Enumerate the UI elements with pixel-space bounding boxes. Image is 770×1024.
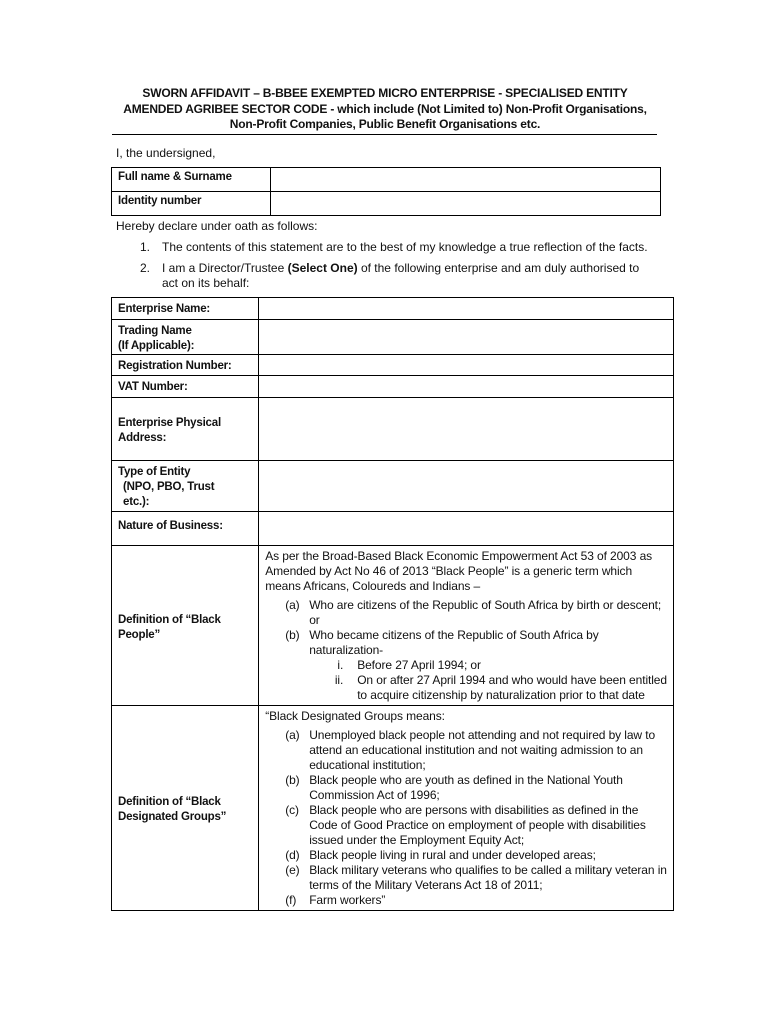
list-item-text: Who are citizens of the Republic of South Africa by birth or descent; or bbox=[309, 598, 662, 627]
trading-name-field[interactable] bbox=[259, 320, 674, 355]
item-text-end: of the following enterprise and am duly authorised to act on its behalf: bbox=[162, 261, 640, 290]
enterprise-name-field[interactable] bbox=[259, 298, 674, 320]
definition-list bbox=[265, 728, 668, 908]
table-row bbox=[112, 461, 674, 512]
select-one-emphasis: (Select One) bbox=[287, 261, 358, 275]
list-marker: (c) bbox=[285, 803, 299, 817]
table-row bbox=[112, 512, 674, 546]
designated-groups-definition-label bbox=[112, 706, 259, 911]
table-row bbox=[112, 192, 661, 216]
list-item bbox=[265, 773, 668, 803]
black-people-definition-label bbox=[112, 546, 259, 706]
label-line: (If Applicable): bbox=[118, 340, 195, 352]
enterprise-table bbox=[111, 297, 674, 911]
definition-intro: “Black Designated Groups means: bbox=[265, 709, 445, 723]
document-title bbox=[112, 86, 658, 133]
designated-groups-definition bbox=[259, 706, 674, 911]
full-name-field[interactable] bbox=[271, 168, 661, 192]
list-marker: (a) bbox=[285, 728, 300, 742]
list-item-text: Black military veterans who qualifies to be called a military veteran in terms of the Military Veterans Act 18 of 2011; bbox=[309, 863, 667, 892]
label-line: Definition of “Black bbox=[118, 613, 221, 626]
sub-list bbox=[309, 658, 668, 703]
title-divider bbox=[112, 134, 657, 135]
label-line: Enterprise Physical bbox=[118, 417, 221, 429]
nature-of-business-label: Nature of Business: bbox=[112, 512, 259, 546]
table-row bbox=[112, 376, 674, 398]
list-item bbox=[265, 848, 668, 863]
definition-intro: As per the Broad-Based Black Economic Empowerment Act 53 of 2003 as Amended by Act No 46 of 2013 “Black People” is a generic term which means Africans, Coloureds and Indians – bbox=[265, 549, 653, 593]
vat-number-label: VAT Number: bbox=[112, 376, 259, 398]
table-row bbox=[112, 355, 674, 376]
list-item bbox=[265, 803, 668, 848]
list-marker: (e) bbox=[285, 863, 300, 877]
table-row bbox=[112, 320, 674, 355]
list-item bbox=[309, 658, 668, 673]
list-marker: i. bbox=[337, 658, 344, 672]
label-line: Type of Entity bbox=[118, 466, 191, 478]
physical-address-field[interactable] bbox=[259, 398, 674, 461]
item-text: The contents of this statement are to the best of my knowledge a true reflection of the facts. bbox=[162, 240, 648, 254]
table-row bbox=[112, 298, 674, 320]
item-number: 1. bbox=[140, 240, 151, 254]
list-item bbox=[265, 628, 668, 703]
identity-number-label: Identity number bbox=[112, 192, 271, 216]
list-item-text: Black people who are youth as defined in the National Youth Commission Act of 1996; bbox=[309, 773, 623, 802]
definition-list bbox=[265, 598, 668, 703]
registration-number-field[interactable] bbox=[259, 355, 674, 376]
item-number: 2. bbox=[140, 261, 151, 275]
physical-address-label bbox=[112, 398, 259, 461]
identity-number-field[interactable] bbox=[271, 192, 661, 216]
list-marker: (b) bbox=[285, 628, 300, 642]
list-item-text: Unemployed black people not attending and not required by law to attend an educational institution and not waiting admission to an educational institution; bbox=[309, 728, 656, 772]
label-line: Definition of “Black bbox=[118, 796, 221, 808]
item-text bbox=[162, 261, 652, 291]
declaration-item-1 bbox=[140, 240, 652, 255]
label-line: (NPO, PBO, Trust bbox=[123, 481, 215, 493]
title-line-2: AMENDED AGRIBEE SECTOR CODE - which include (Not Limited to) Non-Profit Organisations, bbox=[123, 101, 647, 116]
list-marker: ii. bbox=[334, 673, 344, 687]
list-item bbox=[265, 598, 668, 628]
list-marker: (d) bbox=[285, 848, 300, 862]
vat-number-field[interactable] bbox=[259, 376, 674, 398]
table-row bbox=[112, 168, 661, 192]
declaration-item-2 bbox=[140, 261, 652, 291]
label-line: etc.): bbox=[123, 496, 150, 508]
list-item bbox=[309, 673, 668, 703]
table-row bbox=[112, 546, 674, 706]
table-row bbox=[112, 398, 674, 461]
title-line-3: Non-Profit Companies, Public Benefit Organisations etc. bbox=[229, 117, 541, 131]
table-row bbox=[112, 706, 674, 911]
entity-type-field[interactable] bbox=[259, 461, 674, 512]
list-item-text: Farm workers” bbox=[309, 893, 386, 907]
list-item-text: Who became citizens of the Republic of South Africa by naturalization- bbox=[309, 628, 599, 657]
list-marker: (a) bbox=[285, 598, 300, 612]
list-item bbox=[265, 893, 668, 908]
list-item bbox=[265, 728, 668, 773]
list-item bbox=[265, 863, 668, 893]
identity-table bbox=[111, 167, 661, 216]
declaration-heading: Hereby declare under oath as follows: bbox=[116, 219, 318, 233]
list-marker: (b) bbox=[285, 773, 300, 787]
label-line: People” bbox=[118, 628, 161, 641]
entity-type-label bbox=[112, 461, 259, 512]
full-name-label: Full name & Surname bbox=[112, 168, 271, 192]
label-line: Trading Name bbox=[118, 325, 192, 337]
enterprise-name-label: Enterprise Name: bbox=[112, 298, 259, 320]
list-marker: (f) bbox=[285, 893, 297, 907]
intro-text: I, the undersigned, bbox=[116, 146, 216, 160]
label-line: Address: bbox=[118, 432, 167, 444]
list-item-text: On or after 27 April 1994 and who would have been entitled to acquire citizenship by naturalization prior to that date bbox=[357, 673, 667, 702]
label-line: Designated Groups” bbox=[118, 811, 227, 823]
list-item-text: Before 27 April 1994; or bbox=[357, 658, 481, 672]
list-item-text: Black people living in rural and under developed areas; bbox=[309, 848, 596, 862]
list-item-text: Black people who are persons with disabilities as defined in the Code of Good Practice on employment of people with disabilities issued under the Employment Equity Act; bbox=[309, 803, 646, 847]
nature-of-business-field[interactable] bbox=[259, 512, 674, 546]
item-text-start: I am a Director/Trustee bbox=[162, 261, 288, 275]
black-people-definition bbox=[259, 546, 674, 706]
registration-number-label: Registration Number: bbox=[112, 355, 259, 376]
title-line-1: SWORN AFFIDAVIT – B-BBEE EXEMPTED MICRO ENTERPRISE - SPECIALISED ENTITY bbox=[142, 86, 628, 100]
trading-name-label bbox=[112, 320, 259, 355]
